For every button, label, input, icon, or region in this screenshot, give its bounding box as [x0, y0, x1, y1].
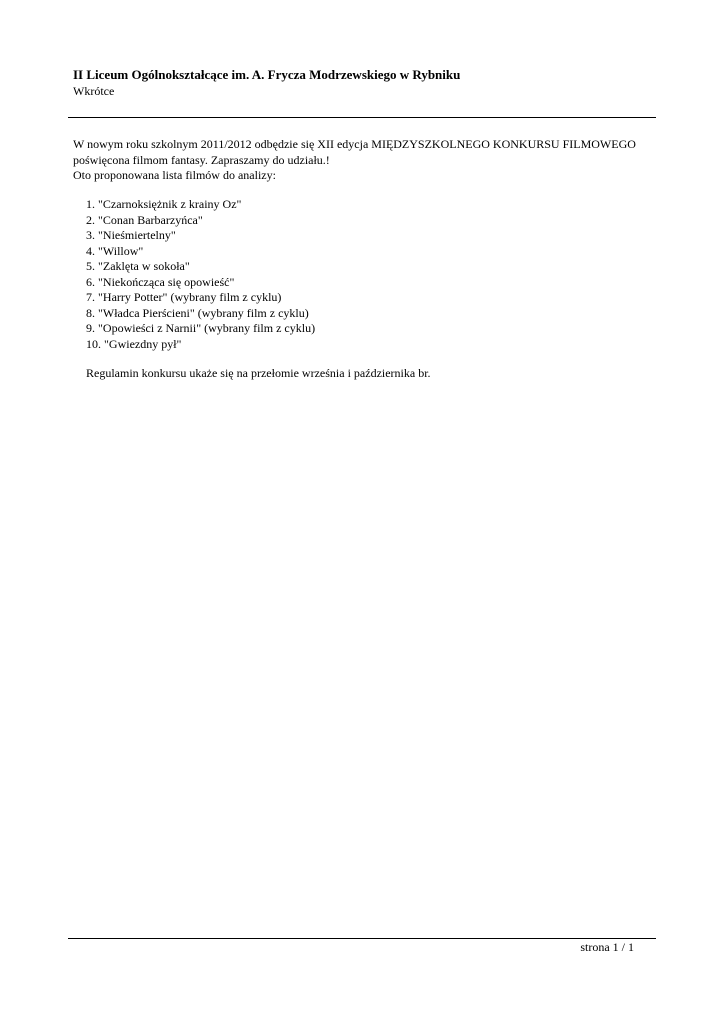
film-list-item: 8. "Władca Pierścieni" (wybrany film z cyklu): [86, 305, 309, 320]
film-list-item: 3. "Nieśmiertelny": [86, 228, 176, 242]
article-intro: [73, 137, 653, 184]
film-list-item: 9. "Opowieści z Narnii" (wybrany film z cyklu): [86, 321, 316, 335]
film-list-item: 1. "Czarnoksiężnik z krainy Oz": [86, 197, 242, 211]
intro-line: poświęcona filmom fantasy. Zapraszamy do udziału.!: [73, 152, 330, 167]
page-number: strona 1 / 1: [580, 940, 634, 954]
film-list-item: 10. "Gwiezdny pył": [86, 336, 182, 351]
header-divider: [68, 117, 656, 118]
film-list-item: 7. "Harry Potter" (wybrany film z cyklu): [86, 290, 282, 304]
intro-line: W nowym roku szkolnym 2011/2012 odbędzie się XII edycja MIĘDZYSZKOLNEGO KONKURSU FILMOWEGO: [73, 137, 636, 151]
film-list-item: 6. "Niekończąca się opowieść": [86, 274, 235, 289]
intro-line: Oto proponowana lista filmów do analizy:: [73, 168, 276, 182]
school-name-heading: II Liceum Ogólnokształcące im. A. Frycza Modrzewskiego w Rybniku: [73, 67, 461, 82]
film-list-item: 2. "Conan Barbarzyńca": [86, 212, 203, 227]
film-list-item: 4. "Willow": [86, 243, 144, 258]
regulamin-note: Regulamin konkursu ukaże się na przełomie września i października br.: [86, 366, 431, 380]
footer-divider: [68, 938, 656, 939]
film-list: [86, 197, 315, 352]
article-category: Wkrótce: [73, 84, 115, 98]
film-list-item: 5. "Zaklęta w sokoła": [86, 259, 190, 273]
